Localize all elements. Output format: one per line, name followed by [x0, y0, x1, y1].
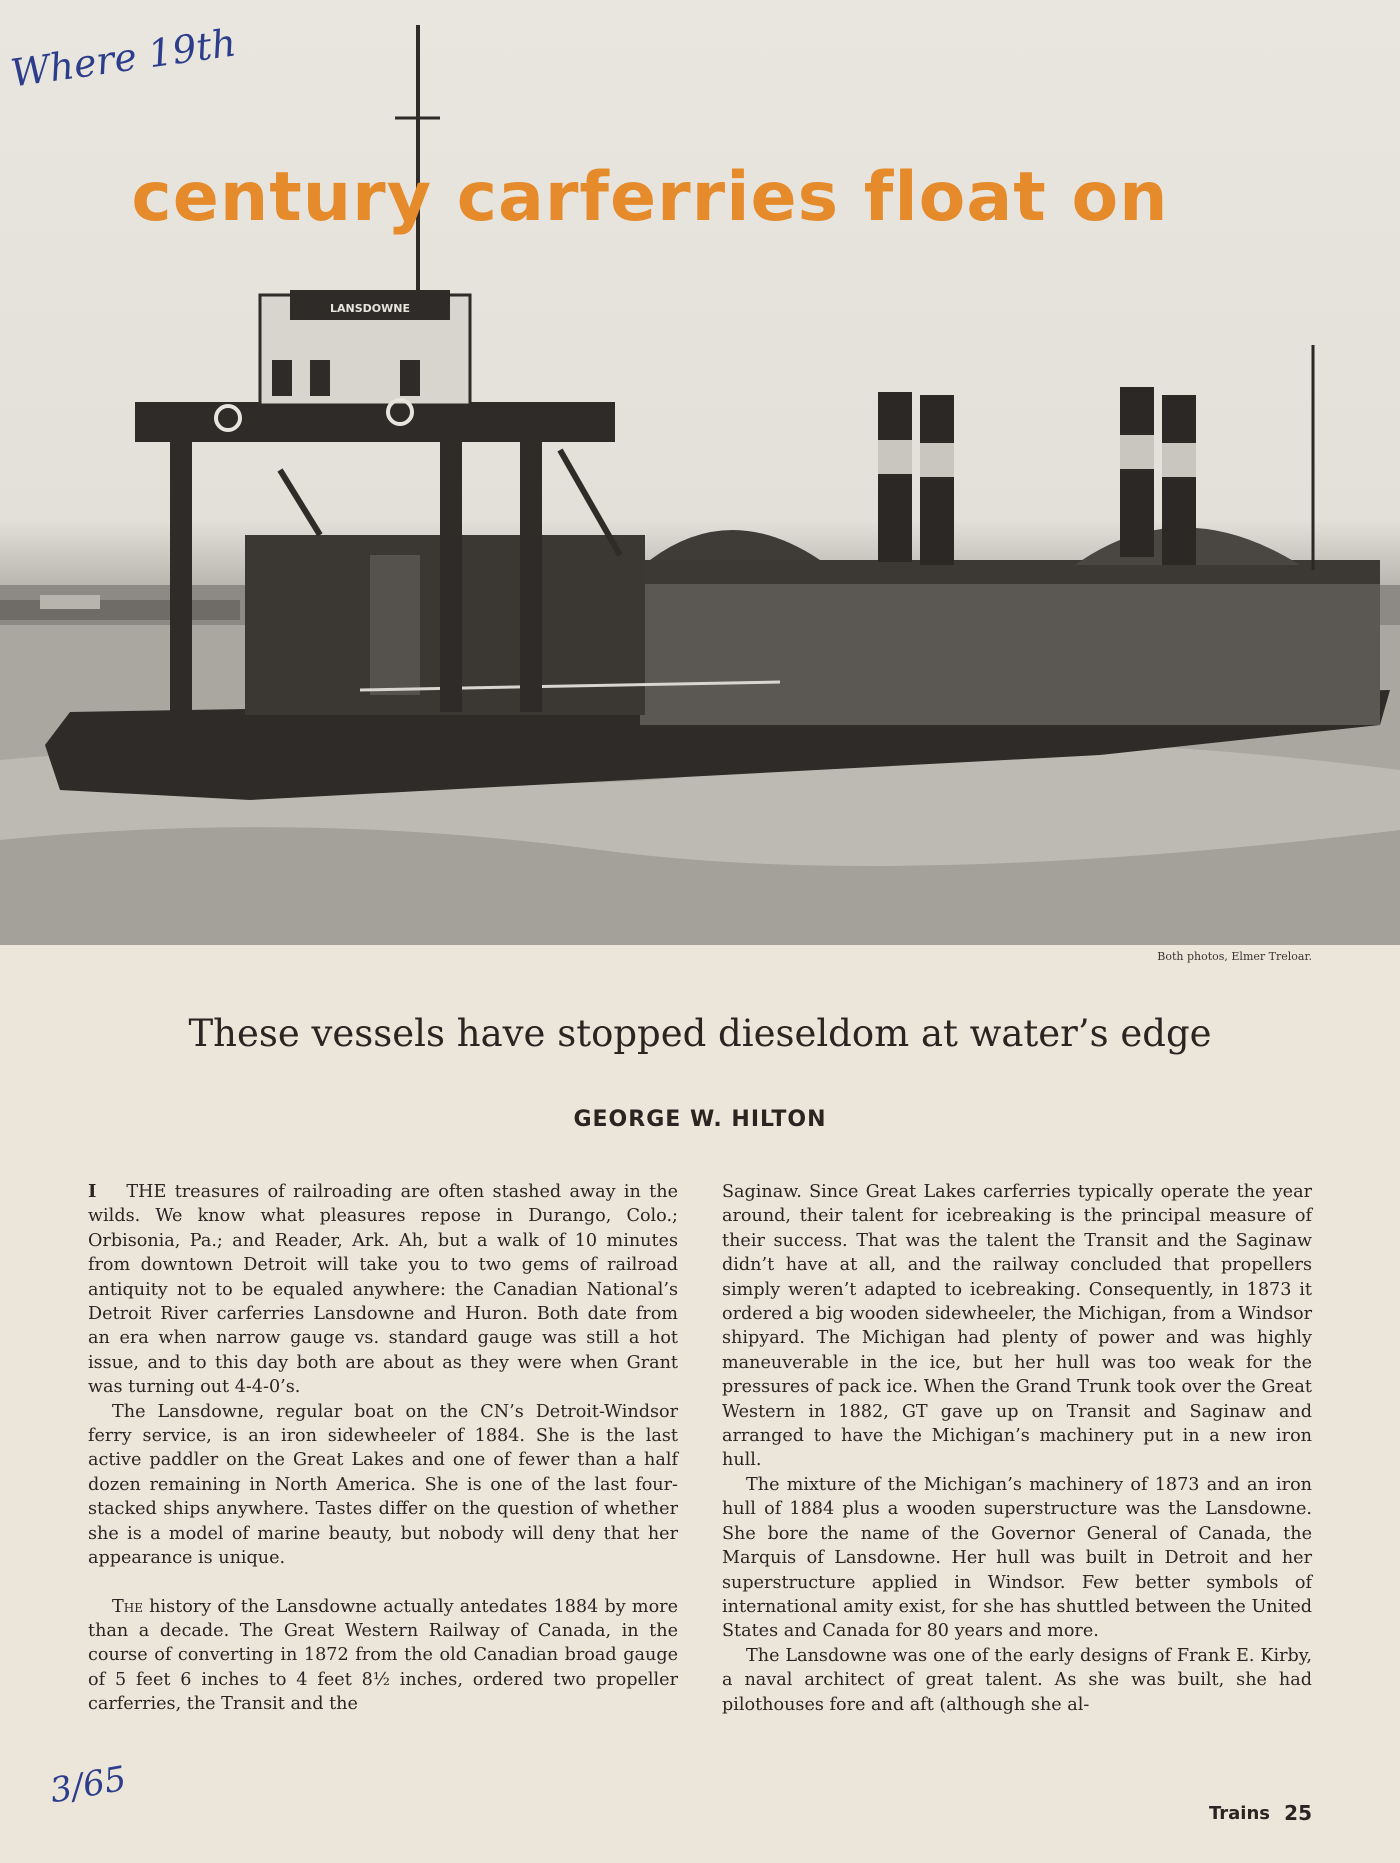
headline: century carferries float on [131, 158, 1169, 237]
drop-cap: I [88, 1181, 97, 1202]
publication-name: Trains [1208, 1803, 1270, 1824]
paragraph: The mixture of the Michigan’s machinery of 1873 and an iron hull of 1884 plus a wooden superstructure was the Lansdowne. She bore the name of the Governor General of Canada, the Marquis of Lansdowne. Her hull was built in Detroit and her superstructure applied in Windsor. Few better symbols of international amity exist, for she has shuttled between the United States and Canada for 80 years and more. [722, 1474, 1312, 1642]
paragraph-lead: The [112, 1596, 143, 1617]
paragraph [88, 1595, 678, 1717]
author-byline: GEORGE W. HILTON [573, 1107, 827, 1132]
paragraph-text: THE treasures of railroading are often stashed away in the wilds. We know what pleasures repose in Durango, Colo.; Orbisonia, Pa.; and Reader, Ark. Ah, but a walk of 10 minutes from downtown Detroit will take you to two gems of railroad antiquity not to be equaled anywhere: the Canadian National’s Detroit River carferries Lansdowne and Huron. Both date from an era when narrow gauge vs. standard gauge was still a hot issue, and to this day both are about as they were when Grant was turning out 4-4-0’s. [88, 1182, 678, 1398]
subtitle: These vessels have stopped dieseldom at water’s edge [188, 1012, 1212, 1055]
paragraph: Saginaw. Since Great Lakes carferries typically operate the year around, their talent for icebreaking is the principal measure of their success. That was the talent the Transit and the Saginaw didn’t have at all, and the railway concluded that propellers simply weren’t adapted to icebreaking. Consequently, in 1873 it ordered a big wooden sidewheeler, the Michigan, from a Windsor shipyard. The Michigan had plenty of power and was highly maneuverable in the ice, but her hull was too weak for the pressures of pack ice. When the Grand Trunk took over the Great Western in 1882, GT gave up on Transit and Saginaw and arranged to have the Michigan’s machinery put in a new iron hull. [722, 1182, 1312, 1471]
ship-nameboard: LANSDOWNE [330, 302, 410, 315]
handwritten-note-bottom: 3/65 [47, 1758, 130, 1812]
page-number: 25 [1284, 1801, 1312, 1825]
paragraph: The Lansdowne, regular boat on the CN’s Detroit-Windsor ferry service, is an iron sidewheeler of 1884. She is the last active paddler on the Great Lakes and one of fewer than a half dozen remaining in North America. She is one of the last four-stacked ships anywhere. Tastes differ on the question of whether she is a model of marine beauty, but nobody will deny that her appearance is unique. [88, 1401, 678, 1569]
paragraph: The Lansdowne was one of the early designs of Frank E. Kirby, a naval architect of great talent. As she was built, she had pilothouses fore and aft (although she al- [722, 1645, 1312, 1715]
left-column [88, 1180, 678, 1717]
right-column [722, 1180, 1312, 1717]
paragraph-text: history of the Lansdowne actually antedates 1884 by more than a decade. The Great Western Railway of Canada, in the course of converting in 1872 from the old Canadian broad gauge of 5 feet 6 inches to 4 feet 8½ inches, ordered two propeller carferries, the Transit and the [88, 1596, 678, 1715]
handwritten-note-top: Where 19th [8, 20, 239, 96]
paragraph [88, 1180, 678, 1400]
photo-credit: Both photos, Elmer Treloar. [1157, 950, 1312, 963]
